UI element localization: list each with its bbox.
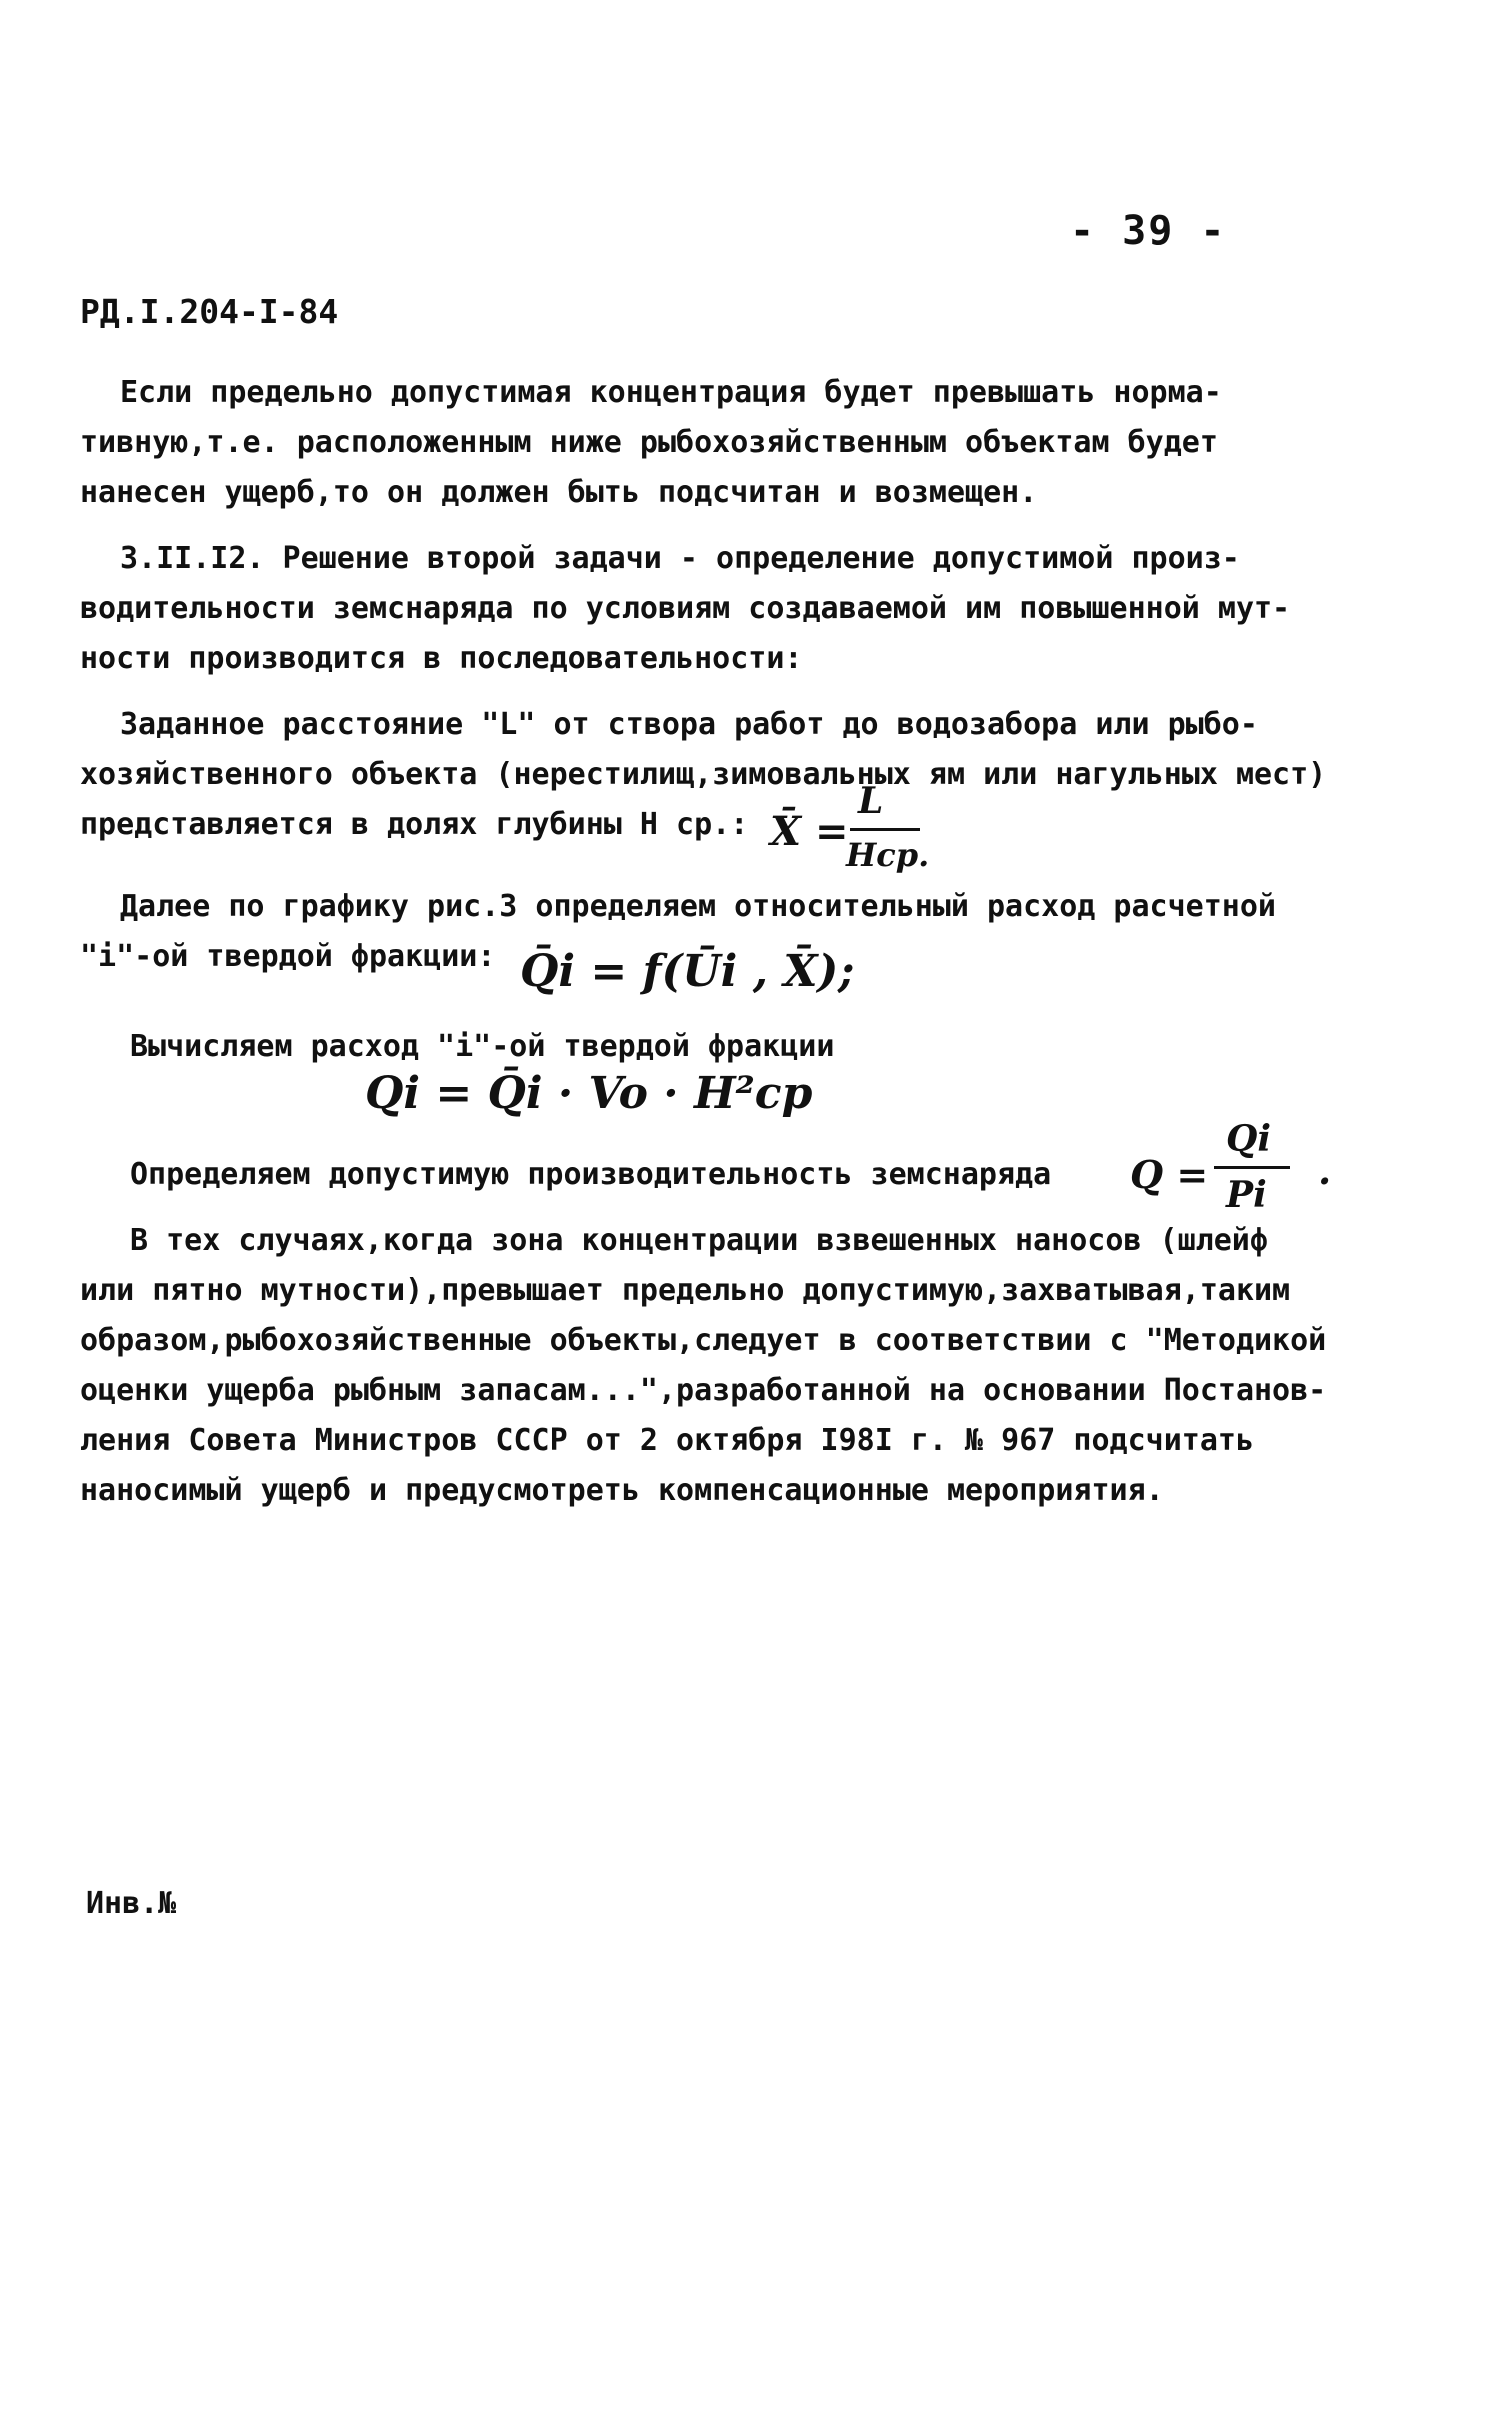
formula-x-denominator: Hср.	[846, 836, 930, 874]
step-2-line-1: Далее по графику рис.3 определяем относительный расход расчетной	[120, 889, 1276, 924]
formula-relative-discharge: Q̄i = f(Ūi , X̄);	[520, 946, 855, 997]
step-2-line-2: "i"-ой твердой фракции:	[80, 939, 496, 974]
formula-x-relative	[770, 780, 930, 890]
section-line-3: ности производится в последовательности:	[80, 641, 803, 676]
step-1-line-1: Заданное расстояние "L" от створа работ до водозабора или рыбо-	[120, 707, 1258, 742]
section-line-2: водительности земснаряда по условиям создаваемой им повышенной мут-	[80, 591, 1291, 626]
formula-x-numerator: L	[858, 780, 884, 822]
step-3-line-1: Вычисляем расход "i"-ой твердой фракции	[130, 1029, 835, 1064]
formula-productivity-denominator: Pi	[1226, 1174, 1267, 1216]
formula-productivity-fraction-bar	[1214, 1166, 1290, 1169]
formula-productivity	[1130, 1118, 1350, 1228]
final-paragraph-line-5: ления Совета Министров СССР от 2 октября I98I г. № 967 подсчитать	[80, 1423, 1254, 1458]
final-paragraph-line-1: В тех случаях,когда зона концентрации взвешенных наносов (шлейф	[130, 1223, 1268, 1258]
final-paragraph-line-2: или пятно мутности),превышает предельно допустимую,захватывая,таким	[80, 1273, 1291, 1308]
page-number: - 39 -	[1070, 208, 1227, 254]
step-1-line-2: хозяйственного объекта (нерестилищ,зимовальных ям или нагульных мест)	[80, 757, 1327, 792]
paragraph-1-line-3: нанесен ущерб,то он должен быть подсчитан и возмещен.	[80, 475, 1038, 510]
step-4-line-1: Определяем допустимую производительность земснаряда	[130, 1157, 1052, 1192]
formula-productivity-period: .	[1318, 1148, 1332, 1193]
final-paragraph-line-6: наносимый ущерб и предусмотреть компенсационные мероприятия.	[80, 1473, 1164, 1508]
formula-x-lhs: X̄ =	[770, 808, 849, 855]
final-paragraph-line-3: образом,рыбохозяйственные объекты,следует в соответствии с "Методикой	[80, 1323, 1327, 1358]
formula-productivity-numerator: Qi	[1226, 1118, 1272, 1160]
formula-productivity-lhs: Q =	[1130, 1152, 1209, 1197]
inventory-number-label: Инв.№	[86, 1886, 177, 1921]
document-code: РД.I.204-I-84	[80, 292, 339, 331]
final-paragraph-line-4: оценки ущерба рыбным запасам...",разработанной на основании Постанов-	[80, 1373, 1327, 1408]
section-line-1: 3.II.I2. Решение второй задачи - определение допустимой произ-	[120, 541, 1240, 576]
step-1-line-3: представляется в долях глубины Н ср.:	[80, 807, 749, 842]
paragraph-1-line-1: Если предельно допустимая концентрация будет превышать норма-	[120, 375, 1222, 410]
paragraph-1-line-2: тивную,т.е. расположенным ниже рыбохозяйственным объектам будет	[80, 425, 1218, 460]
formula-discharge: Qi = Q̄i · Vo · H²ср	[365, 1068, 813, 1119]
formula-x-fraction-bar	[850, 828, 920, 831]
